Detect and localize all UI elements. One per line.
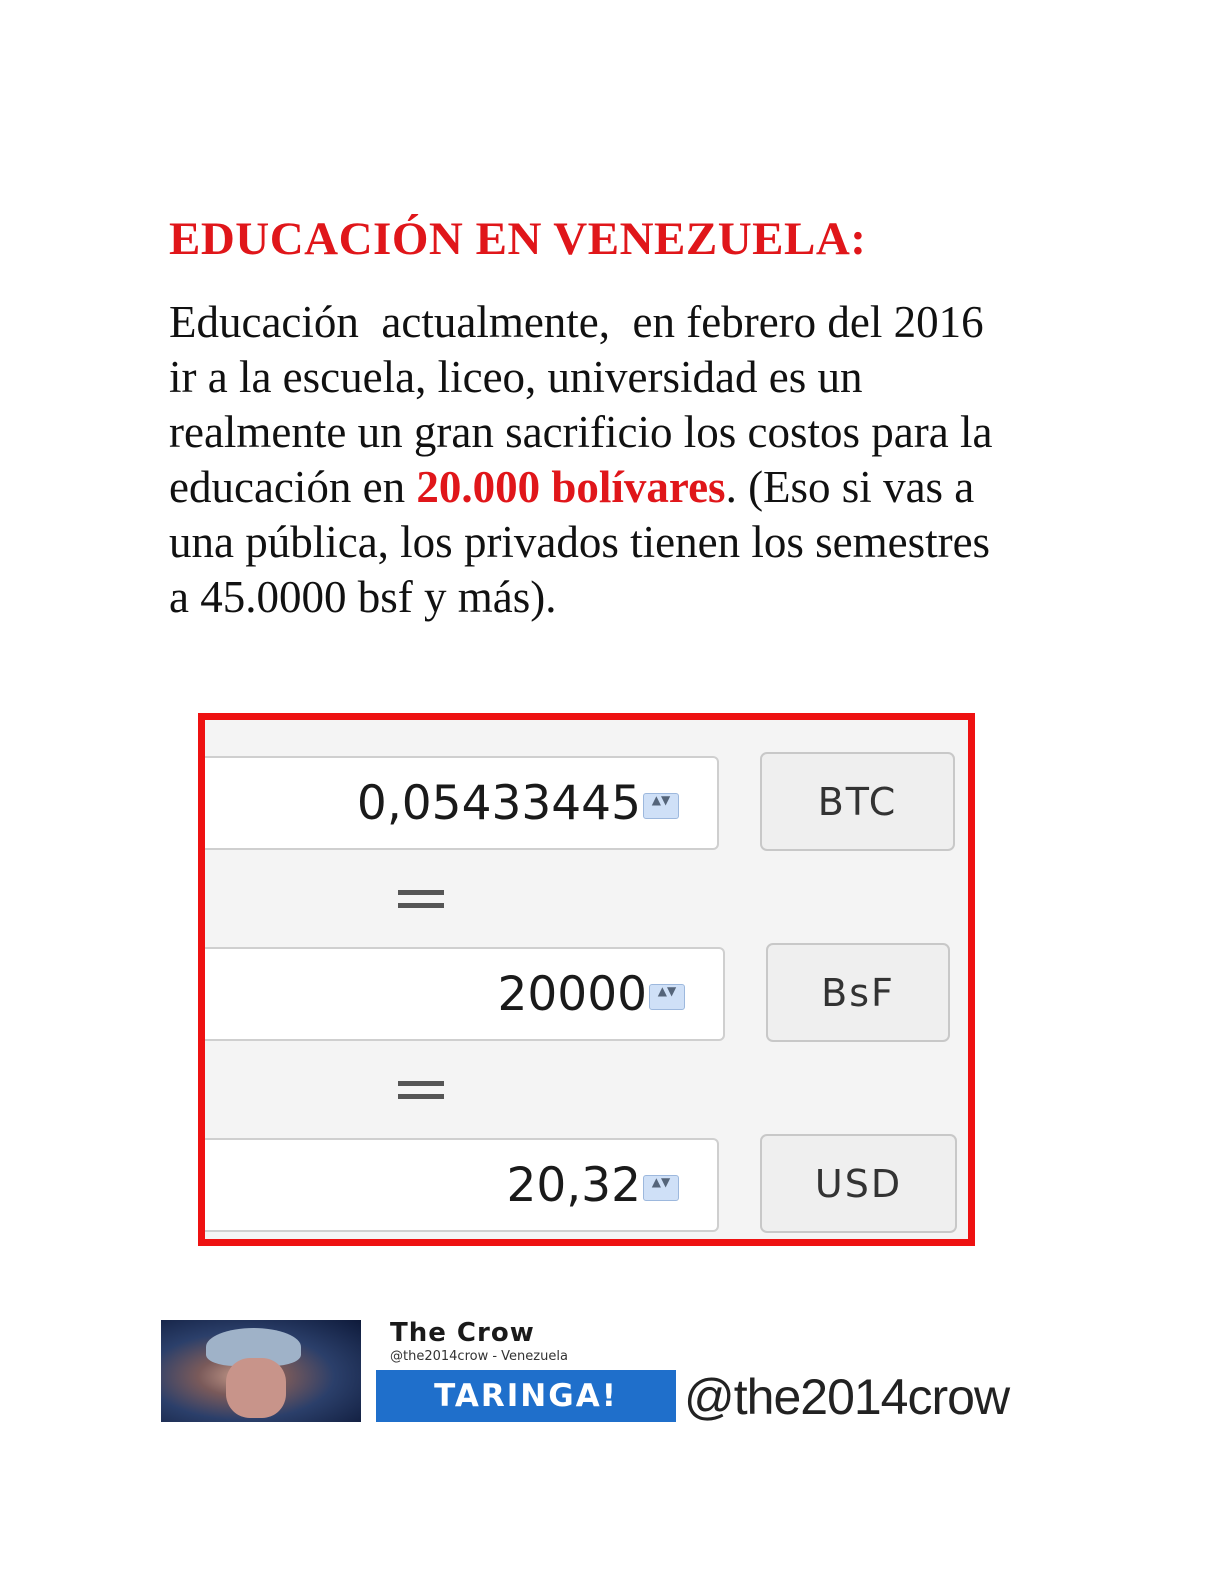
highlighted-amount: 20.000 bolívares — [416, 462, 726, 512]
usd-currency-button[interactable]: USD — [760, 1134, 957, 1233]
taringa-logo: TARINGA! — [376, 1370, 676, 1422]
social-handle: @the2014crow — [684, 1369, 1010, 1425]
paragraph-text: educación en — [169, 462, 417, 512]
btc-amount-field[interactable] — [205, 756, 719, 850]
spinner-icon[interactable]: ▲▼ — [643, 1175, 679, 1201]
paragraph-text: . (Eso si vas a — [725, 462, 975, 512]
photo-face — [226, 1358, 286, 1418]
body-paragraph — [169, 295, 1059, 625]
profile-photo — [161, 1320, 361, 1422]
usd-amount-field[interactable] — [205, 1138, 719, 1232]
profile-name: The Crow — [390, 1318, 535, 1348]
spinner-icon[interactable]: ▲▼ — [649, 984, 685, 1010]
paragraph-line: a 45.0000 bsf y más). — [169, 572, 557, 622]
document-heading: EDUCACIÓN EN VENEZUELA: — [169, 213, 867, 265]
usd-amount-value: 20,32 — [506, 1157, 641, 1213]
paragraph-line: ir a la escuela, liceo, universidad es un — [169, 352, 863, 402]
paragraph-line: realmente un gran sacrificio los costos para la — [169, 407, 993, 457]
btc-currency-button[interactable]: BTC — [760, 752, 955, 851]
paragraph-line: Educación actualmente, en febrero del 2016 — [169, 297, 984, 347]
currency-converter-screenshot — [198, 713, 975, 1246]
profile-subtitle: @the2014crow - Venezuela — [390, 1349, 568, 1364]
paragraph-line: una pública, los privados tienen los semestres — [169, 517, 991, 567]
bsf-amount-field[interactable] — [205, 947, 725, 1041]
paragraph-line — [169, 460, 1059, 515]
bsf-currency-button[interactable]: BsF — [766, 943, 950, 1042]
equals-icon — [398, 1081, 444, 1099]
bsf-amount-value: 20000 — [497, 966, 647, 1022]
spinner-icon[interactable]: ▲▼ — [643, 793, 679, 819]
btc-amount-value: 0,05433445 — [356, 775, 641, 831]
equals-icon — [398, 890, 444, 908]
